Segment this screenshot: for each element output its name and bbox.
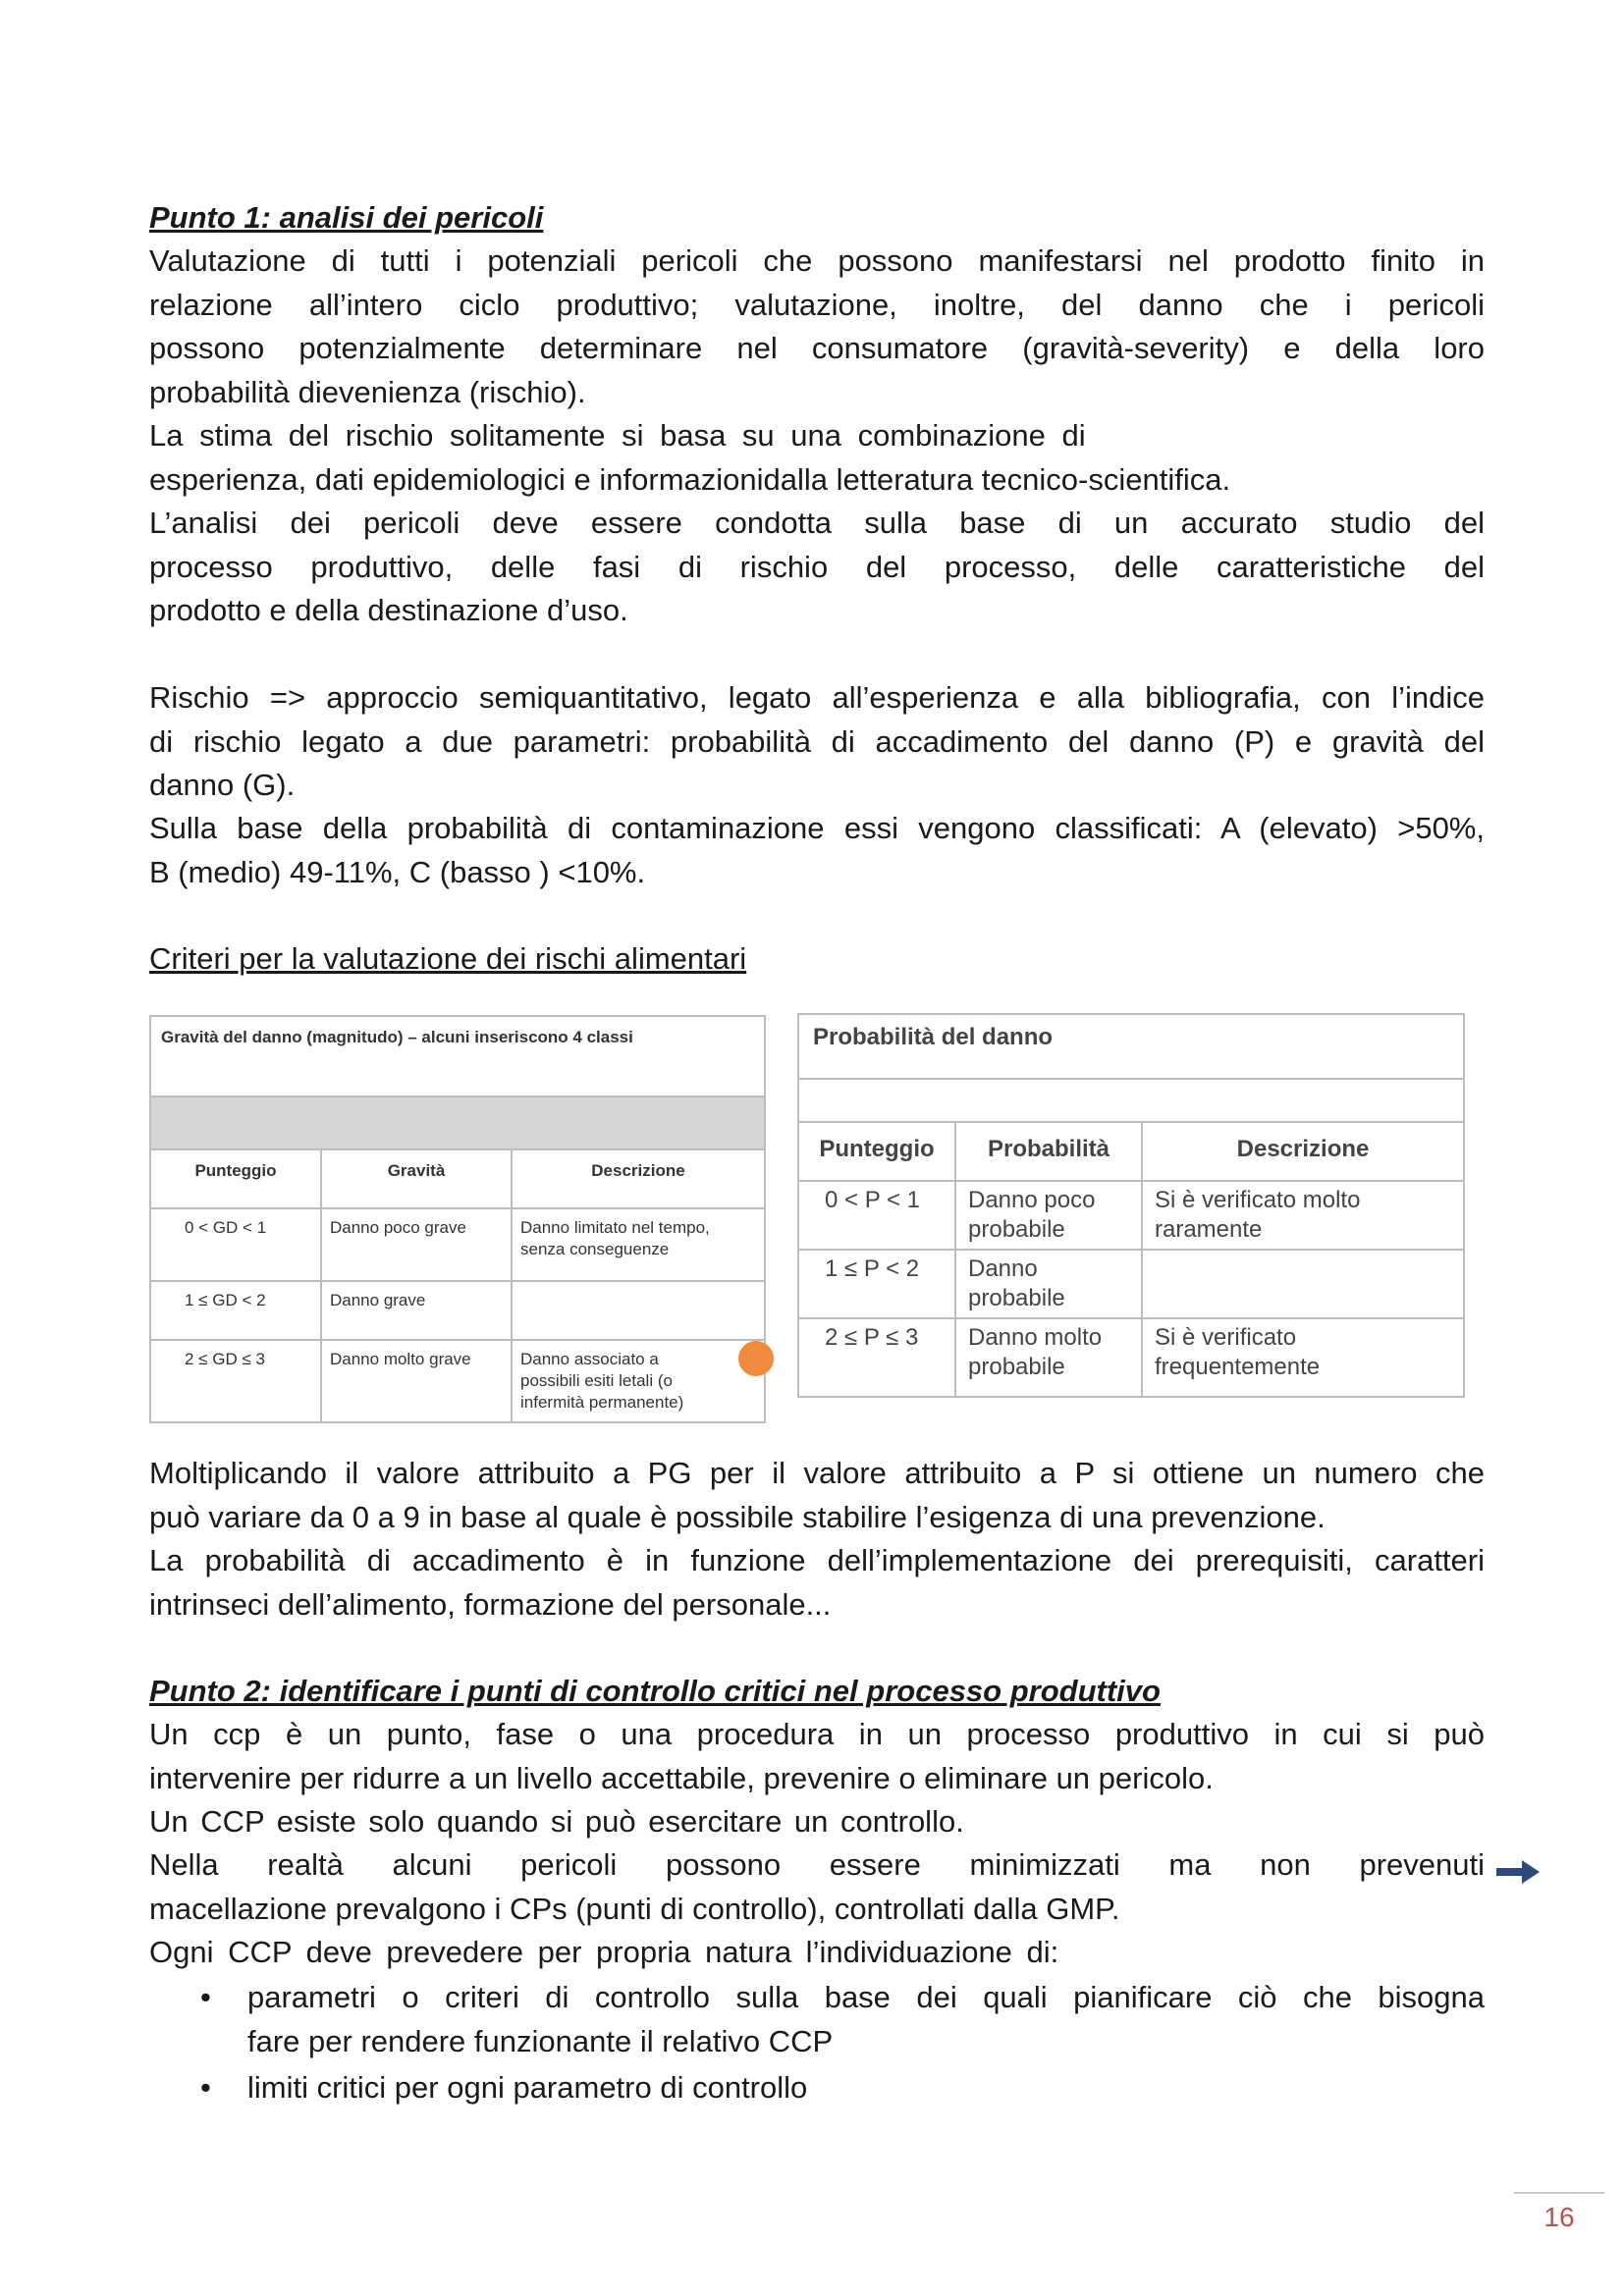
table-cell	[1142, 1250, 1464, 1318]
table-cell: 0 < GD < 1	[150, 1208, 321, 1281]
footer-rule	[1514, 2192, 1604, 2194]
table-gravita-header: Punteggio	[150, 1149, 321, 1208]
table-cell: 2 ≤ GD ≤ 3	[150, 1340, 321, 1422]
paragraph-moltiplicando: Moltiplicando il valore attribuito a PG per il valore attribuito a P si ottiene un numero che può variare da 0 a 9 in base al quale è possibile stabilire l’esigenza di una prevenzione.	[149, 1456, 1485, 1534]
table-cell: Danno poco grave	[321, 1208, 512, 1281]
bullet-icon: •	[200, 1980, 211, 2014]
paragraph-classificazione: Sulla base della probabilità di contaminazione essi vengono classificati: A (elevato) >50%, B (medio) 49-11%, C (basso ) <10%.	[149, 811, 1485, 889]
page-number: 16	[1543, 2202, 1575, 2232]
table-probabilita-header: Punteggio	[798, 1122, 955, 1181]
bullet-icon: •	[200, 2070, 211, 2105]
table-probabilita-danno	[797, 1013, 1465, 1398]
table-row	[150, 1208, 765, 1281]
table-row	[150, 1281, 765, 1340]
paragraph-stima-rischio: La stima del rischio solitamente si basa su una combinazione di esperienza, dati epidemiologici e informazionidalla letteratura tecnico-scientifica.	[149, 418, 1231, 497]
paragraph-valutazione: Valutazione di tutti i potenziali pericoli che possono manifestarsi nel prodotto finito in relazione all’intero ciclo produttivo; valutazione, inoltre, del danno che i pericoli possono potenzialmente determinare nel consumatore (gravità-severity) e della loro probabilità dievenienza (rischio).	[149, 243, 1485, 409]
table-probabilita-empty-band	[798, 1079, 1464, 1122]
table-gravita-title: Gravità del danno (magnitudo) – alcuni inseriscono 4 classi	[150, 1016, 765, 1096]
table-gravita-header: Gravità	[321, 1149, 512, 1208]
paragraph-probabilita-accadimento: La probabilità di accadimento è in funzione dell’implementazione dei prerequisiti, caratteri intrinseci dell’alimento, formazione del personale...	[149, 1543, 1485, 1622]
table-cell: Danno limitato nel tempo, senza conseguenze	[512, 1208, 765, 1281]
table-cell: Danno probabile	[955, 1250, 1142, 1318]
table-cell: Si è verificato molto raramente	[1142, 1181, 1464, 1250]
table-row	[798, 1318, 1464, 1397]
table-probabilita-title: Probabilità del danno	[798, 1014, 1464, 1079]
criteria-title: Criteri per la valutazione dei rischi alimentari	[149, 941, 747, 976]
arrow-right-icon	[1496, 1860, 1540, 1884]
table-row	[150, 1340, 765, 1422]
table-cell	[512, 1281, 765, 1340]
table-cell: 0 < P < 1	[798, 1181, 955, 1250]
paragraph-ogni-ccp: Ogni CCP deve prevedere per propria natura l’individuazione di:	[149, 1935, 1059, 1969]
list-item: • parametri o criteri di controllo sulla base dei quali pianificare ciò che bisogna fare per rendere funzionante il relativo CCP	[149, 1975, 1485, 2063]
table-cell: Danno poco probabile	[955, 1181, 1142, 1250]
table-cell: Danno molto grave	[321, 1340, 512, 1422]
table-cell: 1 ≤ P < 2	[798, 1250, 955, 1318]
paragraph-rischio: Rischio => approccio semiquantitativo, legato all’esperienza e alla bibliografia, con l’indice di rischio legato a due parametri: probabilità di accadimento del danno (P) e gravità del danno (G).	[149, 680, 1485, 802]
table-row	[798, 1250, 1464, 1318]
punto1-heading: Punto 1: analisi dei pericoli	[149, 200, 544, 235]
list-item: • limiti critici per ogni parametro di controllo	[149, 2065, 1485, 2109]
table-gravita-danno	[149, 1015, 766, 1423]
table-cell: 2 ≤ P ≤ 3	[798, 1318, 955, 1397]
table-gravita-header: Descrizione	[512, 1149, 765, 1208]
paragraph-ccp-esiste: Un CCP esiste solo quando si può esercitare un controllo.	[149, 1804, 964, 1839]
paragraph-realta: Nella realtà alcuni pericoli possono essere minimizzati ma non prevenuti macellazione prevalgono i CPs (punti di controllo), controllati dalla GMP.	[149, 1847, 1485, 1926]
table-cell: Danno associato a possibili esiti letali (o infermità permanente)	[512, 1340, 765, 1422]
orange-dot-marker	[738, 1341, 774, 1376]
table-cell: 1 ≤ GD < 2	[150, 1281, 321, 1340]
table-cell: Si è verificato frequentemente	[1142, 1318, 1464, 1397]
paragraph-ccp-definizione: Un ccp è un punto, fase o una procedura in un processo produttivo in cui si può intervenire per ridurre a un livello accettabile, prevenire o eliminare un pericolo.	[149, 1717, 1485, 1795]
table-row	[798, 1181, 1464, 1250]
table-cell: Danno molto probabile	[955, 1318, 1142, 1397]
table-gravita-grey-band	[150, 1096, 765, 1149]
punto2-heading: Punto 2: identificare i punti di controllo critici nel processo produttivo	[149, 1674, 1161, 1708]
paragraph-analisi-pericoli: L’analisi dei pericoli deve essere condotta sulla base di un accurato studio del processo produttivo, delle fasi di rischio del processo, delle caratteristiche del prodotto e della destinazione d’uso.	[149, 506, 1485, 627]
ccp-requirements-list	[149, 1975, 1485, 2109]
table-probabilita-header: Probabilità	[955, 1122, 1142, 1181]
table-cell: Danno grave	[321, 1281, 512, 1340]
table-probabilita-header: Descrizione	[1142, 1122, 1464, 1181]
